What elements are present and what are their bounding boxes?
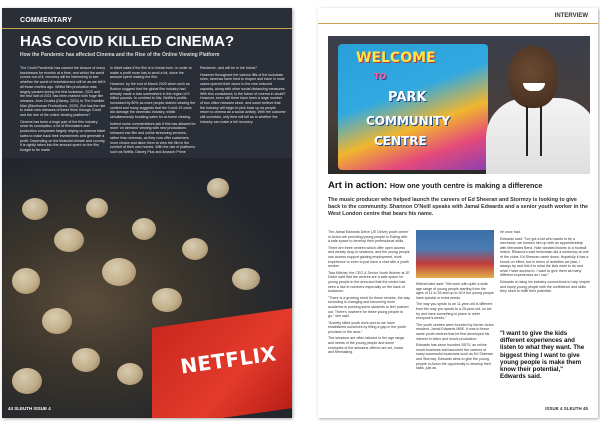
inset-photo bbox=[416, 230, 494, 278]
page-footer: ISSUE 4 SLEUTH 45 bbox=[545, 406, 588, 411]
header-divider bbox=[2, 28, 292, 29]
paragraph: "Anxiety killed youth work and so we have established ourselves by filling a gap in the youth provision in the area." bbox=[328, 320, 407, 334]
paragraph: Edwards has since founded SBTV, an online music business and launched the careers of many successful musicians such as Ed Sheeran and Stormzy. Edwards aims to give the young people in Acton the opportunity to develop their skills, just as bbox=[416, 343, 493, 371]
hero-photo bbox=[328, 36, 590, 174]
mural-text: WELCOME bbox=[356, 50, 436, 66]
standfirst: How the Pandemic has affected Cinema and the Rise of the Online Viewing Platform bbox=[20, 52, 220, 58]
headline-sub: How one youth centre is making a difference bbox=[389, 181, 543, 190]
paragraph: Indeed some commentators ask if this has allowed for more 'on demand' viewing with new productions released into film and online streaming services, rather than cinemas, as they now offer customers more choice and allow them to view the film in the comfort of their own homes. With the rise of platforms such as Netflix, Disney Plus and Amazon Prime bbox=[110, 121, 196, 154]
lanyard bbox=[526, 106, 542, 156]
standfirst: The music producer who helped launch the careers of Ed Sheeran and Stormzy is looking to give back to the community. Shannon O'Neill speaks with Jamal Edwards and a senior youth worker in the West London centre that bears his name. bbox=[328, 197, 588, 217]
paragraph: Tara Mitchel, the CEO & Senior Youth Worker at JE Delve said that the centres are a safe space for young people in the area and that the centre has seen a rise in numbers especially on the back of lockdown. bbox=[328, 270, 410, 294]
paragraph: Pandemic, and will be in the future? bbox=[200, 66, 257, 70]
page-footer: 44 SLEUTH ISSUE 4 bbox=[8, 406, 51, 411]
mural-text: COMMUNITY bbox=[366, 114, 451, 128]
body-column-2 bbox=[110, 66, 196, 157]
paragraph: The Jamal Edwards Delve (JE Delve) youth centre in Acton are providing young people in Ealing with a safe space to develop their professional skills. bbox=[328, 230, 409, 244]
paragraph: Edwards said: "I've got a kid who wants to be a mechanic; we hooked him up with an apprenticeship with Mercedes Benz. Nike donated tickets to a football match. Rihanna's said technician did a workshop at one of the clubs. Ed Sheeran came down. Hopefully it has a knock-on effect, but in terms of activities we plan, I always try and link it to what the kids want to do and what I have access to. I want to give them as many different experiences as I can." bbox=[500, 236, 589, 278]
person-head bbox=[508, 46, 558, 108]
paragraph: he once had. bbox=[500, 230, 521, 234]
body-column-3 bbox=[500, 230, 590, 296]
left-page bbox=[2, 8, 292, 418]
body-column-2 bbox=[416, 282, 494, 373]
headline-main: Art in action: bbox=[328, 180, 388, 191]
paragraph: The Covid Pandemic has caused the closure of many businesses for months at a time, and whilst the world comes out of it, recovery will be interesting to see whether the world of entertainment will be as we left it all those months ago. Whilst film production was largely paused during the first lockdown, 2020 and the first half of 2021 has been marked with huge film releases, from Cruella (Disney, 2021) to The Invisible Man (Blumhouse Productions, 2020). But has the rise to watch new releases of these films through Covid and the rise of the online viewing platforms? bbox=[20, 66, 106, 118]
header-divider bbox=[318, 23, 598, 24]
section-label: INTERVIEW bbox=[554, 13, 588, 19]
paragraph: The sessions are often tailored to the age range and needs of the young people and some examples of the sessions offered are art, music and filmmaking. bbox=[328, 336, 405, 355]
paragraph: Mitchel later said: "We work with quite a wide age range of young people starting from the ages of 11 to 25 and up to 30 if the young people have special or extra needs. bbox=[416, 282, 494, 300]
body-column-1 bbox=[20, 66, 106, 155]
paragraph: The youth centres were founded by former Acton resident, Jamal Edwards MBE. It was in these same youth centres that he first developed his interest in video and music production. bbox=[416, 322, 494, 341]
paragraph: Edwards is using his industry connections to help inspire and equip young people with the confidence and skills they need to fulfill their potential. bbox=[500, 279, 590, 294]
paragraph: However throughout the various lifts of the lockdown rules, cinemas have tried to reopen and have in most cases opened their doors to the new reduced capacity, along with other social distancing measures. With this considered, is the future of cinema in doubt? However, even still there have been a large number of box office releases since, and some believe that the industry will begin to pick back up as people return to cinema as a social activity. With the outcome still uncertain, only time will tell as to whether the industry can make a full recovery. bbox=[200, 72, 286, 124]
paragraph: There are three centres which offer open access and weekly drop-in sessions, and the young people can access support gaining employment, work experience or even to just have a chat with a youth worker. bbox=[328, 245, 410, 269]
mural-text: PARK bbox=[388, 90, 427, 105]
page-title bbox=[328, 180, 592, 191]
netflix-logo: NETFLIX bbox=[178, 341, 279, 379]
paragraph: The way you speak to an 11-year-old is different from the way you speak to a 25-year-old, so we try and have something in place to meet everyone's needs." bbox=[416, 302, 493, 321]
pull-quote: "I want to give the kids different experiences and listen to what they want. The biggest thing I want to give young people is make them know their potential," Edwards said. bbox=[500, 330, 585, 381]
right-page bbox=[318, 8, 598, 418]
body-column-3 bbox=[200, 66, 286, 126]
paragraph: in ticket sales if the film is to break even. In order to make a profit more has to send a lot, since the amount spent making the film. bbox=[110, 66, 192, 80]
page-title: HAS COVID KILLED CINEMA? bbox=[20, 33, 235, 50]
body-column-1 bbox=[328, 230, 410, 357]
paragraph: However, by the end of March 2020 when such as Boston suggest that the global film industry had already made a loss somewhere in the region of 5 billion pounds. In contrast to this, Netflix's profits increased by 80% as more people started viewing the content and many suggests that the Covid-19 crisis did damage the cinematic industry, whilst simultaneously boosting sales for at-home viewing. bbox=[110, 82, 196, 120]
section-label: COMMENTARY bbox=[20, 17, 73, 24]
mural-text: CENTRE bbox=[374, 134, 427, 148]
paragraph: "There is a growing need for these centres, the way schooling is changing and becoming more academic is pushing some students to feel pushed out. There's nowhere for these young people to go," she said. bbox=[328, 295, 410, 319]
mural-text: TO bbox=[374, 72, 387, 81]
paragraph: Cinema has been a huge part of the film industry since its conception, a lot of filmmakers and production companies largely relying on cinema ticket sales to make back their investments and generate a profit. Depending on the financial climate and country, it is rightly taken into the amount spent on the film budget to be made bbox=[20, 119, 106, 152]
